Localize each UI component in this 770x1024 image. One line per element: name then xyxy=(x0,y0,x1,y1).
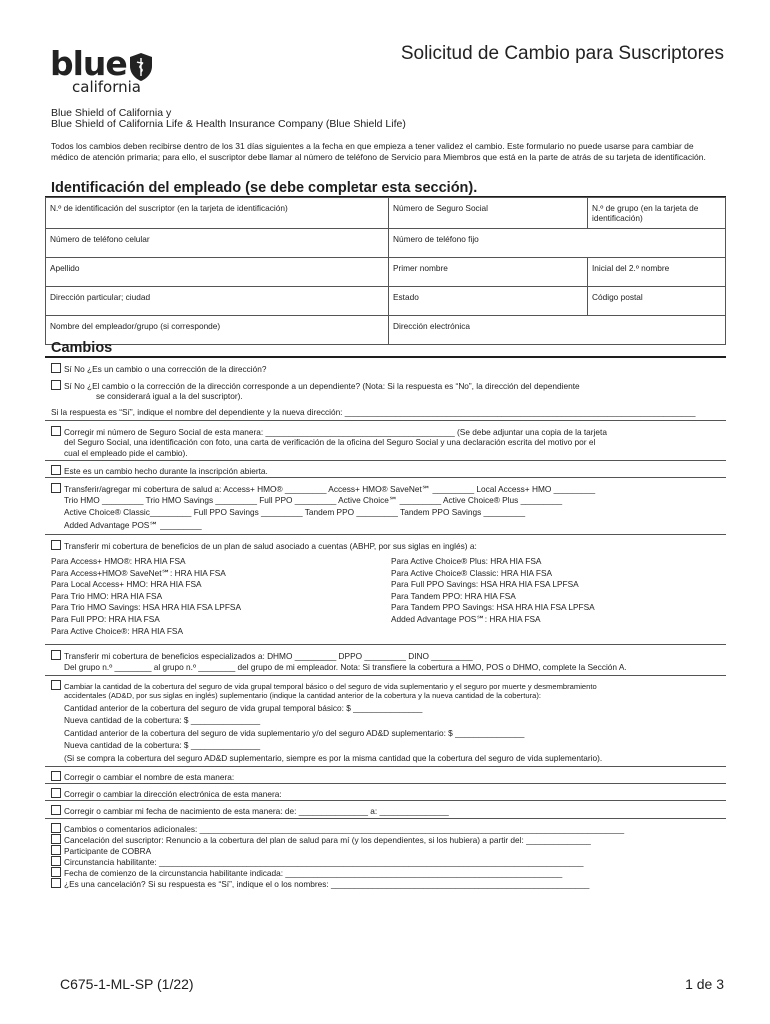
open-enrollment-row xyxy=(51,465,268,477)
employee-id-table xyxy=(45,197,726,345)
life-supp-old[interactable]: Cantidad anterior de la cobertura del seguro de vida suplementario y/o del seguro AD&D suplementario: $ _______________ xyxy=(64,728,525,738)
cancellation-names-row xyxy=(51,878,589,890)
checkbox[interactable] xyxy=(51,380,61,390)
page-number: 1 de 3 xyxy=(685,976,724,992)
life-coverage-line-2: accidentales (AD&D, por sus siglas en inglés) suplementario (indique la cantidad anterior de la cobertura y la nueva cantidad de la cobertura): xyxy=(64,691,541,700)
state-field[interactable]: Estado xyxy=(389,287,588,316)
org-line-2: Blue Shield of California Life & Health Insurance Company (Blue Shield Life) xyxy=(51,118,406,130)
medical-plans-line-3: Active Choice® Classic_________ Full PPO Savings _________ Tandem PPO _________ Tandem PPO Savings _________ xyxy=(64,507,526,517)
org-line-1: Blue Shield of California y xyxy=(51,107,172,119)
divider xyxy=(45,818,726,819)
row-text: Corregir o cambiar el nombre de esta manera: xyxy=(64,772,235,782)
dependent-address-note: se considerará igual a la del suscriptor). xyxy=(96,391,243,401)
abhp-right-column xyxy=(391,556,595,626)
checkbox[interactable] xyxy=(51,867,61,877)
life-basic-old[interactable]: Cantidad anterior de la cobertura del seguro de vida grupal temporal básico: $ _______________ xyxy=(64,703,423,713)
abhp-option[interactable]: Para Local Access+ HMO: HRA HIA FSA xyxy=(51,579,202,590)
specialty-transfer-row xyxy=(51,650,473,662)
email-change-row xyxy=(51,788,282,800)
last-name-field[interactable]: Apellido xyxy=(46,258,389,287)
divider xyxy=(45,644,726,645)
first-name-field[interactable]: Primer nombre xyxy=(389,258,588,287)
abhp-option[interactable]: Para Tandem PPO Savings: HSA HRA HIA FSA LPFSA xyxy=(391,602,595,613)
specialty-transfer-line-2: Del grupo n.º ________ al grupo n.º ________ del grupo de mi empleador. Nota: Si transfiere la cobertura a HMO, POS o DHMO, complete la Sección A. xyxy=(64,662,627,672)
abhp-option[interactable]: Para Active Choice® Plus: HRA HIA FSA xyxy=(391,556,542,566)
row-text: Fecha de comienzo de la circunstancia habilitante indicada: ____________________________________________________________ xyxy=(64,868,563,878)
abhp-option[interactable]: Added Advantage POS℠: HRA HIA FSA xyxy=(391,613,541,624)
abhp-option[interactable]: Para Access+ HMO®: HRA HIA FSA xyxy=(51,556,186,566)
home-address-field[interactable]: Dirección particular; ciudad xyxy=(46,287,389,316)
qualifying-event-date-row xyxy=(51,867,562,879)
logo-word: blue xyxy=(50,44,127,83)
checkbox[interactable] xyxy=(51,363,61,373)
checkbox[interactable] xyxy=(51,680,61,690)
abhp-option[interactable]: Para Trio HMO: HRA HIA FSA xyxy=(51,590,163,601)
divider xyxy=(45,800,726,801)
organization-names xyxy=(51,108,406,130)
abhp-transfer-row xyxy=(51,540,477,552)
divider xyxy=(45,783,726,784)
abhp-option[interactable]: Para Active Choice®: HRA HIA FSA xyxy=(51,625,184,636)
life-basic-new[interactable]: Nueva cantidad de la cobertura: $ _______________ xyxy=(64,715,261,725)
checkbox[interactable] xyxy=(51,483,61,493)
divider xyxy=(45,477,726,478)
row-text: Transferir mi cobertura de beneficios especializados a: DHMO _________ DPPO _________ DINO _________ xyxy=(64,651,473,661)
section-rule-2 xyxy=(45,356,726,358)
checkbox[interactable] xyxy=(51,650,61,660)
checkbox[interactable] xyxy=(51,465,61,475)
row-text: Corregir mi número de Seguro Social de esta manera: _________________________________________ (Se debe adjuntar una copia de la tarjeta xyxy=(64,427,607,437)
checkbox[interactable] xyxy=(51,540,61,550)
home-phone-field[interactable]: Número de teléfono fijo xyxy=(389,229,726,258)
checkbox[interactable] xyxy=(51,834,61,844)
employer-name-field[interactable]: Nombre del empleador/grupo (si corresponde) xyxy=(46,316,389,345)
checkbox[interactable] xyxy=(51,845,61,855)
ssn-field[interactable]: Número de Seguro Social xyxy=(389,198,588,229)
zip-field[interactable]: Código postal xyxy=(588,287,726,316)
row-text: Circunstancia habilitante: ____________________________________________________________________________________________ xyxy=(64,857,584,867)
blue-shield-logo xyxy=(50,44,162,98)
row-text: Cancelación del suscriptor: Renuncio a la cobertura del plan de salud para mí (y los dependientes, si los hubiera) a partir del: ______________ xyxy=(64,835,591,845)
life-note: (Si se compra la cobertura del seguro AD&D suplementario, siempre es por la misma cantidad que la cobertura del seguro de vida suplementario). xyxy=(64,753,603,763)
abhp-option[interactable]: Para Access+HMO® SaveNet℠: HRA HIA FSA xyxy=(51,567,226,578)
row-text: Corregir o cambiar la dirección electrónica de esta manera: xyxy=(64,789,282,799)
logo-sub: california xyxy=(72,78,142,96)
abhp-left-column xyxy=(51,556,241,637)
checkbox[interactable] xyxy=(51,788,61,798)
row-text: Transferir/agregar mi cobertura de salud a: Access+ HMO® _________ Access+ HMO® SaveNet℠ _________ Local Access+ HMO _________ xyxy=(64,484,596,494)
divider xyxy=(45,675,726,676)
medical-transfer-row xyxy=(51,483,595,495)
checkbox[interactable] xyxy=(51,878,61,888)
ssn-correction-row xyxy=(51,426,607,438)
divider xyxy=(45,766,726,767)
subscriber-cancel-row xyxy=(51,834,591,846)
row-text: Sí No ¿El cambio o la corrección de la dirección corresponde a un dependiente? (Nota: Si la respuesta es “No”, la dirección del dependiente xyxy=(64,381,580,391)
address-change-row xyxy=(51,363,266,375)
email-address-field[interactable]: Dirección electrónica xyxy=(389,316,726,345)
subscriber-id-field[interactable]: N.º de identificación del suscriptor (en la tarjeta de identificación) xyxy=(46,198,389,229)
form-title: Solicitud de Cambio para Suscriptores xyxy=(400,43,724,64)
row-text: Sí No ¿Es un cambio o una corrección de la dirección? xyxy=(64,364,267,374)
ssn-correction-text-3: cual el empleado pide el cambio). xyxy=(64,448,188,458)
checkbox[interactable] xyxy=(51,805,61,815)
row-text: Transferir mi cobertura de beneficios de un plan de salud asociado a cuentas (ABHP, por sus siglas en inglés) a: xyxy=(64,541,477,551)
section-changes-heading: Cambios xyxy=(51,340,113,356)
medical-plans-line-2: Trio HMO _________ Trio HMO Savings _________ Full PPO _________ Active Choice℠ _________ Active Choice® Plus _________ xyxy=(64,495,563,505)
abhp-option[interactable]: Para Full PPO: HRA HIA FSA xyxy=(51,613,160,624)
divider xyxy=(45,534,726,535)
middle-initial-field[interactable]: Inicial del 2.º nombre xyxy=(588,258,726,287)
divider xyxy=(45,460,726,461)
row-text: Participante de COBRA xyxy=(64,846,152,856)
form-code: C675-1-ML-SP (1/22) xyxy=(60,976,194,992)
group-number-field[interactable]: N.º de grupo (en la tarjeta de identificación) xyxy=(588,198,726,229)
name-change-row xyxy=(51,771,234,783)
section-employee-heading: Identificación del empleado (se debe completar esta sección). xyxy=(51,180,478,196)
checkbox[interactable] xyxy=(51,823,61,833)
row-text: Cambios o comentarios adicionales: ____________________________________________________________________________________________ xyxy=(64,824,625,834)
abhp-option[interactable]: Para Tandem PPO: HRA HIA FSA xyxy=(391,590,516,601)
dependent-address-row xyxy=(51,380,580,392)
abhp-option[interactable]: Para Active Choice® Classic: HRA HIA FSA xyxy=(391,567,553,578)
checkbox[interactable] xyxy=(51,856,61,866)
dependent-address-line[interactable]: Si la respuesta es “Sí”, indique el nombre del dependiente y la nueva dirección: ____________________________________________________________________________ xyxy=(51,407,696,417)
life-supp-new[interactable]: Nueva cantidad de la cobertura: $ _______________ xyxy=(64,740,261,750)
ssn-correction-text-2: del Seguro Social, una identificación con foto, una carta de verificación de la oficina del Seguro Social y una declaración escrita del motivo por el xyxy=(64,437,596,447)
divider xyxy=(45,420,726,421)
qualifying-event-row xyxy=(51,856,584,868)
comments-row xyxy=(51,823,624,835)
row-text: Cambiar la cantidad de la cobertura del seguro de vida grupal temporal básico o del seguro de vida suplementario y el seguro por muerte y desmembramiento xyxy=(64,682,597,691)
cobra-row xyxy=(51,845,151,857)
checkbox[interactable] xyxy=(51,771,61,781)
cell-phone-field[interactable]: Número de teléfono celular xyxy=(46,229,389,258)
checkbox[interactable] xyxy=(51,426,61,436)
row-text: Este es un cambio hecho durante la inscripción abierta. xyxy=(64,466,268,476)
row-text: ¿Es una cancelación? Si su respuesta es “Sí”, indique el o los nombres: ________________________________________________________ xyxy=(64,879,590,889)
intro-text: Todos los cambios deben recibirse dentro de los 31 días siguientes a la fecha en que empieza a tener validez el cambio. Este formulario no puede usarse para cambiar de médico de atención primaria; para ello, el suscriptor debe llamar al número de teléfono de Servicio para Miembros que está en la parte de atrás de su tarjeta de identificación. xyxy=(51,141,706,162)
dob-change-row xyxy=(51,805,449,817)
abhp-option[interactable]: Para Full PPO Savings: HSA HRA HIA FSA LPFSA xyxy=(391,579,579,590)
medical-plans-line-4: Added Advantage POS℠ _________ xyxy=(64,520,202,530)
abhp-option[interactable]: Para Trio HMO Savings: HSA HRA HIA FSA LPFSA xyxy=(51,602,241,613)
row-text: Corregir o cambiar mi fecha de nacimiento de esta manera: de: _______________ a: _______________ xyxy=(64,806,449,816)
